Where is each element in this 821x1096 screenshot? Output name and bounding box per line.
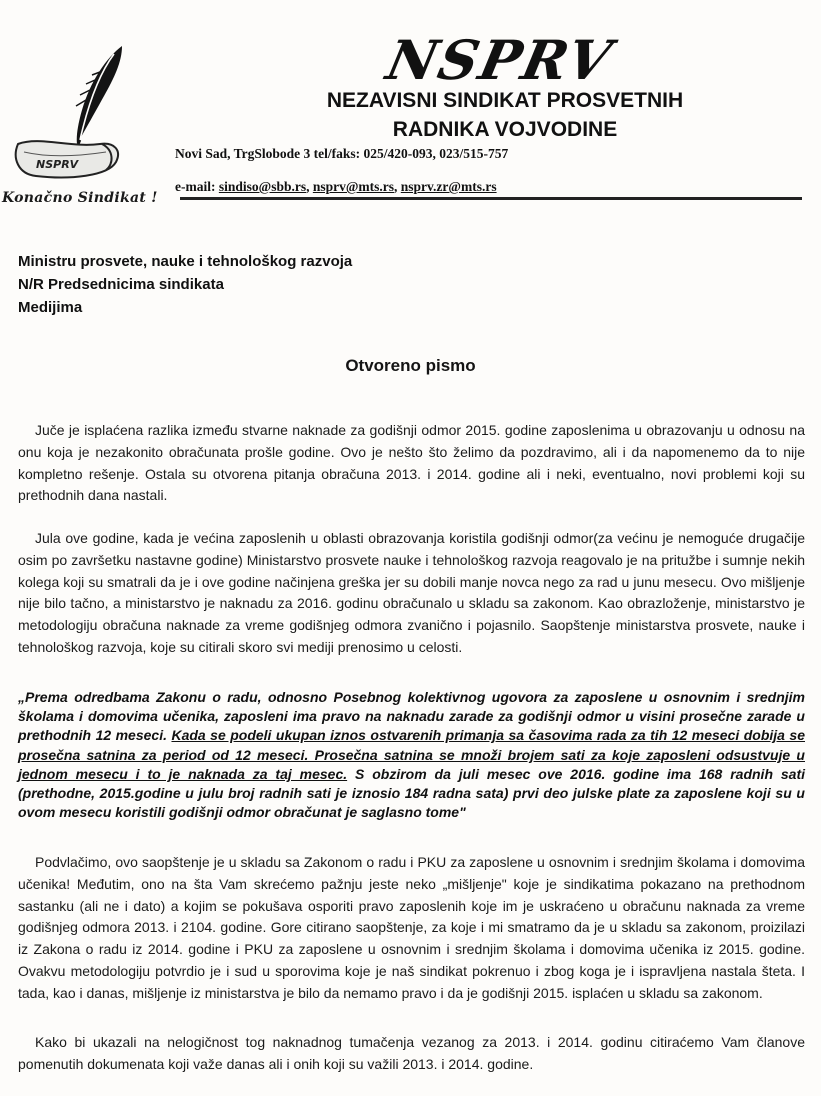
organization-name bbox=[270, 86, 740, 144]
quote-underlined-text: Kada se podeli ukupan iznos ostvarenih primanja sa časovima rada za tih 12 meseci dobija se prosečna satnina za period od 12 meseci. Prosečna satnina se množi brojem sati za koje zaposleni odsustvuje u jednom mesecu i to je naknada za taj mesec. bbox=[18, 727, 805, 782]
email-line: e-mail: sindiso@sbb.rs, nsprv@mts.rs, nsprv.zr@mts.rs bbox=[175, 179, 497, 194]
email-label: e-mail: bbox=[175, 179, 216, 194]
quote-text-2: S obzirom da juli mesec ove 2016. godine ima 168 radnih sati (prethodne, 2015.godine u julu broj radnih sati je iznosio 184 radna sata) prvi deo julske plate za zaposlene koji su u ovom mesecu koristili godišnji odmor obračunat je saglasno tome" bbox=[18, 765, 805, 821]
recipient-line: Ministru prosvete, nauke i tehnološkog razvoja bbox=[18, 253, 353, 270]
email-link-3[interactable]: nsprv.zr@mts.rs bbox=[400, 179, 497, 194]
paragraph-3: Podvlačimo, ovo saopštenje je u skladu sa Zakonom o radu i PKU za zaposlene u osnovnim i srednjim školama i domovima učenika! Međutim, ono na šta Vam skrećemo pažnju jeste neko „mišljenje" koje je sindikatima pokazano na prethodnom sastanku (ali ne i dato) a kojim se pokušava osporiti pravo zaposlenih koje im je uskraćeno u obračunu naknada za vreme godišnjeg odmora 2013. i 2104. godine. Gore citirano saopštenje, za koje i mi smatramo da je u skladu sa zakonom, proizilazi iz Zakona o radu iz 2014. godine i PKU za zaposlene u osnovnim i srednjim školama i domovima učenika iz 2015. godine. Ovakvu metodologiju potvrdio je i sud u sporovima koje je naš sindikat pokrenuo i zbog koga je i ispravljena nastala šteta. I tada, kao i danas, mišljenje iz ministarstva je bilo da nemamo pravo i da je godišnji 2015. isplaćen u skladu sa zakonom. bbox=[18, 854, 805, 1001]
paragraph-4: Kako bi ukazali na nelogičnost tog naknadnog tumačenja vezanog za 2013. i 2014. godinu citiraćemo Vam članove pomenutih dokumenata koji važe danas ali i onih koji su važili 2013. i 2014. godine. bbox=[18, 1034, 805, 1072]
union-logo bbox=[10, 40, 180, 215]
email-link-1[interactable]: sindiso@sbb.rs bbox=[218, 179, 307, 194]
organization-name-line1: NEZAVISNI SINDIKAT PROSVETNIH bbox=[326, 89, 684, 112]
ministry-quote bbox=[18, 688, 805, 822]
recipient-line: Medijima bbox=[18, 299, 83, 316]
logo-caption: Konačno Sindikat ! bbox=[2, 190, 158, 206]
organization-name-line2: RADNIKA VOJVODINE bbox=[392, 118, 618, 141]
letterhead-divider bbox=[180, 197, 802, 200]
address-line: Novi Sad, TrgSlobode 3 tel/faks: 025/420-093, 023/515-757 bbox=[175, 146, 509, 161]
svg-text:NSPRV: NSPRV bbox=[36, 158, 79, 171]
recipients-block bbox=[18, 250, 352, 319]
brand-logotype: NSPRV bbox=[381, 28, 619, 92]
paragraph-1: Juče je isplaćena razlika između stvarne naknade za godišnji odmor 2015. godine zaposlenima u obrazovanju u odnosu na onu koja je nezakonito obračunata prošle godine. Ovo je nešto što želimo da pozdravimo, ali i da napomenemo da to nije kompletno rešenje. Ostala su otvorena pitanja obračuna 2013. i 2014. godine ali i neki, eventualno, novi problemi koji su prethodnih dana nastali. bbox=[18, 422, 805, 504]
email-link-2[interactable]: nsprv@mts.rs bbox=[312, 179, 395, 194]
recipient-line: N/R Predsednicima sindikata bbox=[18, 276, 224, 293]
quill-scroll-icon bbox=[10, 40, 180, 190]
letter-title: Otvoreno pismo bbox=[345, 356, 476, 375]
quote-text-1: „Prema odredbama Zakonu o radu, odnosno Posebnog kolektivnog ugovora za zaposlene u osnovnim i srednjim školama i domovima učenika, zaposleni ima pravo na naknadu zarade za godišnji odmor u visini prosečne zarade u prethodnih 12 meseci. bbox=[18, 689, 805, 744]
paragraph-2: Jula ove godine, kada je većina zaposlenih u oblasti obrazovanja koristila godišnji odmor(za većinu je nemoguće drugačije osim po završetku nastavne godine) Ministarstvo prosvete nauke i tehnološkog razvoja reagovalo je na pritužbe i sumnje nekih kolega koji su smatrali da je i ove godine načinjena greška jer su dobili manje novca nego za rad u junu mesecu. Ovo mišljenje nije bilo tačno, a ministarstvo je naknadu za 2016. godinu obračunalo u skladu sa zakonom. Kao obrazloženje, ministarstvo je metodologiju obračuna naknade za vreme godišnjeg odmora zvanično i pojasnilo. Saopštenje ministarstva prosvete, nauke i tehnološkog razvoja, koje su citirali skoro svi mediji prenosimo u celosti. bbox=[18, 530, 805, 655]
